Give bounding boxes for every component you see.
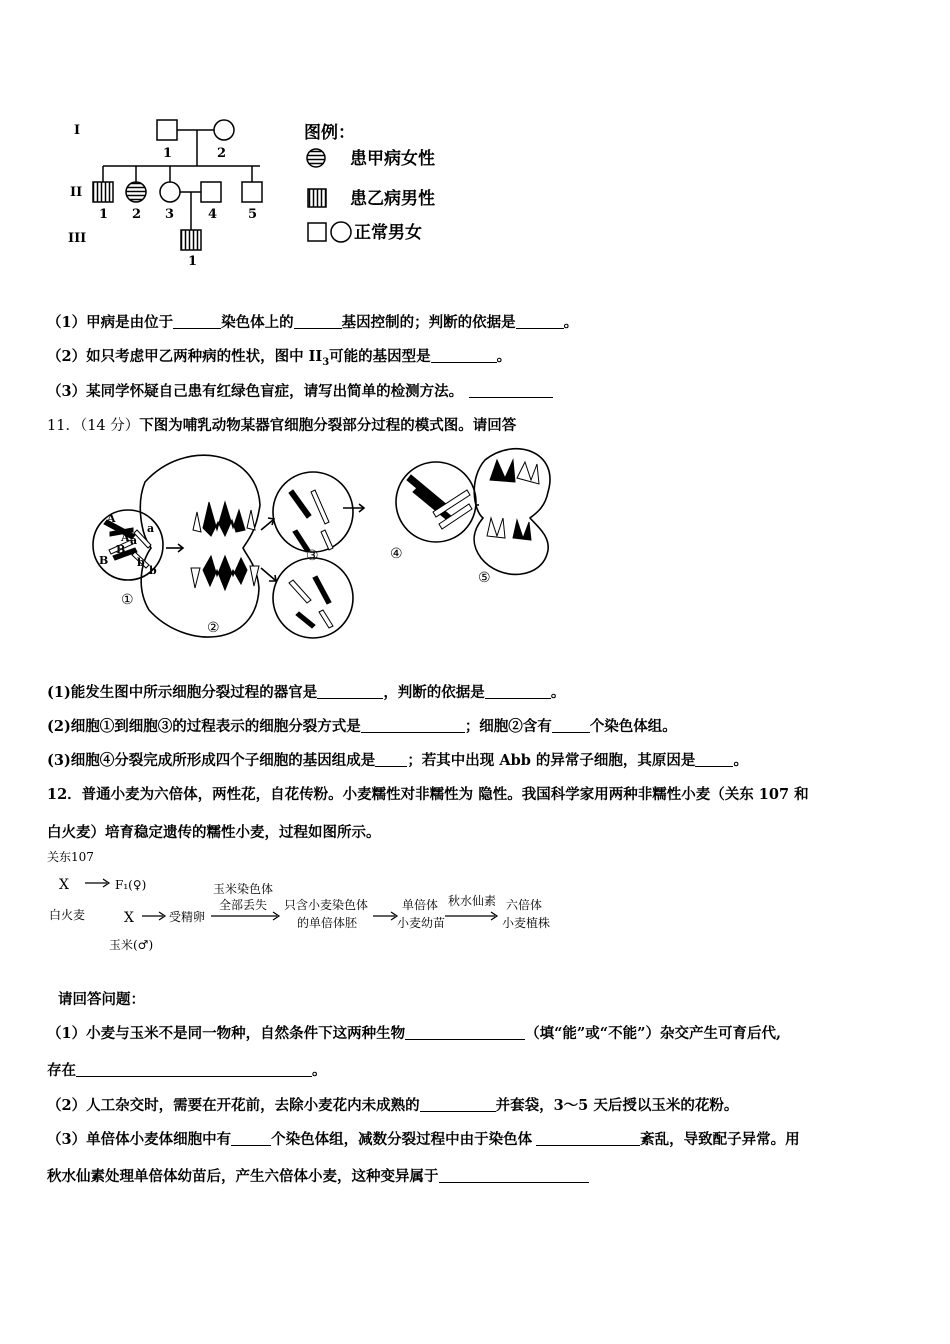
answer-blank[interactable] <box>361 718 465 733</box>
flow-baihuomai: 白火麦 <box>49 908 86 922</box>
q12-q2: （2）人工杂交时，需要在开花前，去除小麦花内未成熟的 并套袋，3～5 天后授以玉米的花粉。 <box>47 1097 739 1114</box>
legend-label-normal: 正常男女 <box>354 223 422 243</box>
breeding-flow-diagram <box>45 847 565 957</box>
cell-2 <box>140 455 260 637</box>
allele-label: a <box>130 534 138 547</box>
cell-3 <box>273 472 353 552</box>
legend-normal-male-icon <box>308 223 326 241</box>
gen2-num: 4 <box>208 207 218 222</box>
flow-seedling-2: 小麦幼苗 <box>397 916 446 930</box>
answer-blank[interactable] <box>431 348 497 363</box>
gen2-num: 3 <box>165 207 175 222</box>
q10-q1: （1）甲病是由位于 染色体上的 基因控制的；判断的依据是 。 <box>47 314 579 331</box>
allele-label: b <box>149 564 157 577</box>
answer-blank[interactable] <box>420 1097 496 1112</box>
flow-guandong: 关东107 <box>47 850 94 864</box>
gen2-female-3 <box>160 182 180 202</box>
answer-blank[interactable] <box>375 752 407 767</box>
answer-blank[interactable] <box>485 684 551 699</box>
flow-corn: 玉米(♂) <box>109 938 154 952</box>
gen3-male-1-affected-b <box>181 230 201 250</box>
allele-label: B <box>116 543 126 556</box>
flow-cross-1: X <box>59 877 69 893</box>
gen1-male-1 <box>157 120 177 140</box>
answer-blank[interactable] <box>294 314 342 329</box>
flow-f1: F₁(♀) <box>115 878 147 892</box>
flow-plant-1: 六倍体 <box>506 898 543 912</box>
q12-q3-cont: 秋水仙素处理单倍体幼苗后，产生六倍体小麦，这种变异属于 <box>47 1165 589 1186</box>
legend-normal-female-icon <box>331 222 351 242</box>
cell-division-figure <box>85 440 555 640</box>
allele-label: a <box>147 522 155 535</box>
flow-step1-bottom: 全部丢失 <box>219 898 268 912</box>
cell-label: ① <box>121 592 134 608</box>
answer-blank[interactable] <box>695 752 733 767</box>
allele-label: B <box>99 554 109 567</box>
pedigree-chart <box>60 110 480 270</box>
cell-label: ④ <box>390 546 403 562</box>
cell-label: ⑤ <box>478 570 491 586</box>
gen2-num: 5 <box>248 207 258 222</box>
answer-blank[interactable] <box>469 383 553 398</box>
q12-intro-1: 12．普通小麦为六倍体，两性花，自花传粉。小麦糯性对非糯性为 隐性。我国科学家用两种非糯性小麦（关东 107 和 <box>47 786 809 803</box>
gen-label-3: III <box>68 231 87 246</box>
legend-affected-a-female-icon <box>307 149 325 167</box>
gen1-female-2 <box>214 120 234 140</box>
q11-q3: (3)细胞④分裂完成所形成四个子细胞的基因组成是 ；若其中出现 Abb 的异常子细胞，其原因是 。 <box>47 752 748 769</box>
legend-title: 图例： <box>304 123 355 143</box>
q12-prompt: 请回答问题： <box>58 991 145 1008</box>
gen2-female-2-affected-a <box>126 182 146 202</box>
q12-q1: （1）小麦与玉米不是同一物种，自然条件下这两种生物 （填“能”或“不能”）杂交产生可育后代, <box>47 1025 782 1042</box>
gen1-num: 1 <box>163 146 173 161</box>
q12-q1-cont: 存在 。 <box>47 1062 327 1079</box>
answer-blank[interactable] <box>317 684 383 699</box>
flow-colchicine: 秋水仙素 <box>448 894 497 908</box>
answer-blank[interactable] <box>231 1131 271 1146</box>
answer-blank[interactable] <box>439 1168 589 1183</box>
q11-q2: (2)细胞①到细胞③的过程表示的细胞分裂方式是 ；细胞②含有 个染色体组。 <box>47 718 677 735</box>
q12-intro-2: 白火麦）培育稳定遗传的糯性小麦，过程如图所示。 <box>47 824 381 841</box>
q10-q3: （3）某同学怀疑自己患有红绿色盲症，请写出简单的检测方法。 <box>47 380 553 401</box>
cell-label: ② <box>207 620 220 636</box>
flow-embryo-2: 的单倍体胚 <box>297 916 358 930</box>
flow-plant-2: 小麦植株 <box>502 916 551 930</box>
answer-blank[interactable] <box>516 314 564 329</box>
legend-label-b: 患乙病男性 <box>350 189 435 209</box>
flow-step1-top: 玉米染色体 <box>213 882 274 896</box>
gen-label-1: I <box>74 123 81 138</box>
answer-blank[interactable] <box>536 1131 640 1146</box>
gen2-num: 2 <box>132 207 142 222</box>
gen3-num: 1 <box>188 254 198 269</box>
gen2-male-1-affected-b <box>93 182 113 202</box>
allele-label: A <box>107 512 116 525</box>
gen-label-2: II <box>70 185 83 200</box>
flow-cross-2: X <box>124 910 134 926</box>
flow-fertilized: 受精卵 <box>169 910 206 924</box>
legend-affected-b-male-icon <box>308 189 326 207</box>
answer-blank[interactable] <box>552 718 590 733</box>
gen2-num: 1 <box>99 207 109 222</box>
answer-blank[interactable] <box>173 314 221 329</box>
answer-blank[interactable] <box>76 1062 312 1077</box>
cell-label: ③ <box>306 548 319 564</box>
q12-q3: （3）单倍体小麦体细胞中有 个染色体组，减数分裂过程中由于染色体 紊乱，导致配子异常。用 <box>47 1131 800 1148</box>
q10-q2: （2）如只考虑甲乙两种病的性状，图中 $II_3$可能的基因型是 。 <box>47 348 512 368</box>
q11-intro: 11．（14 分）下图为哺乳动物某器官细胞分裂部分过程的模式图。请回答 <box>47 417 517 434</box>
flow-embryo-1: 只含小麦染色体 <box>284 898 369 912</box>
allele-label: A <box>121 531 130 544</box>
q11-q1: (1)能发生图中所示细胞分裂过程的器官是 ，判断的依据是 。 <box>47 684 566 701</box>
allele-label: b <box>137 556 145 569</box>
gen1-num: 2 <box>217 146 227 161</box>
gen2-male-4 <box>201 182 221 202</box>
answer-blank[interactable] <box>405 1025 525 1040</box>
legend-label-a: 患甲病女性 <box>350 149 435 169</box>
flow-seedling-1: 单倍体 <box>402 898 439 912</box>
gen2-male-5 <box>242 182 262 202</box>
